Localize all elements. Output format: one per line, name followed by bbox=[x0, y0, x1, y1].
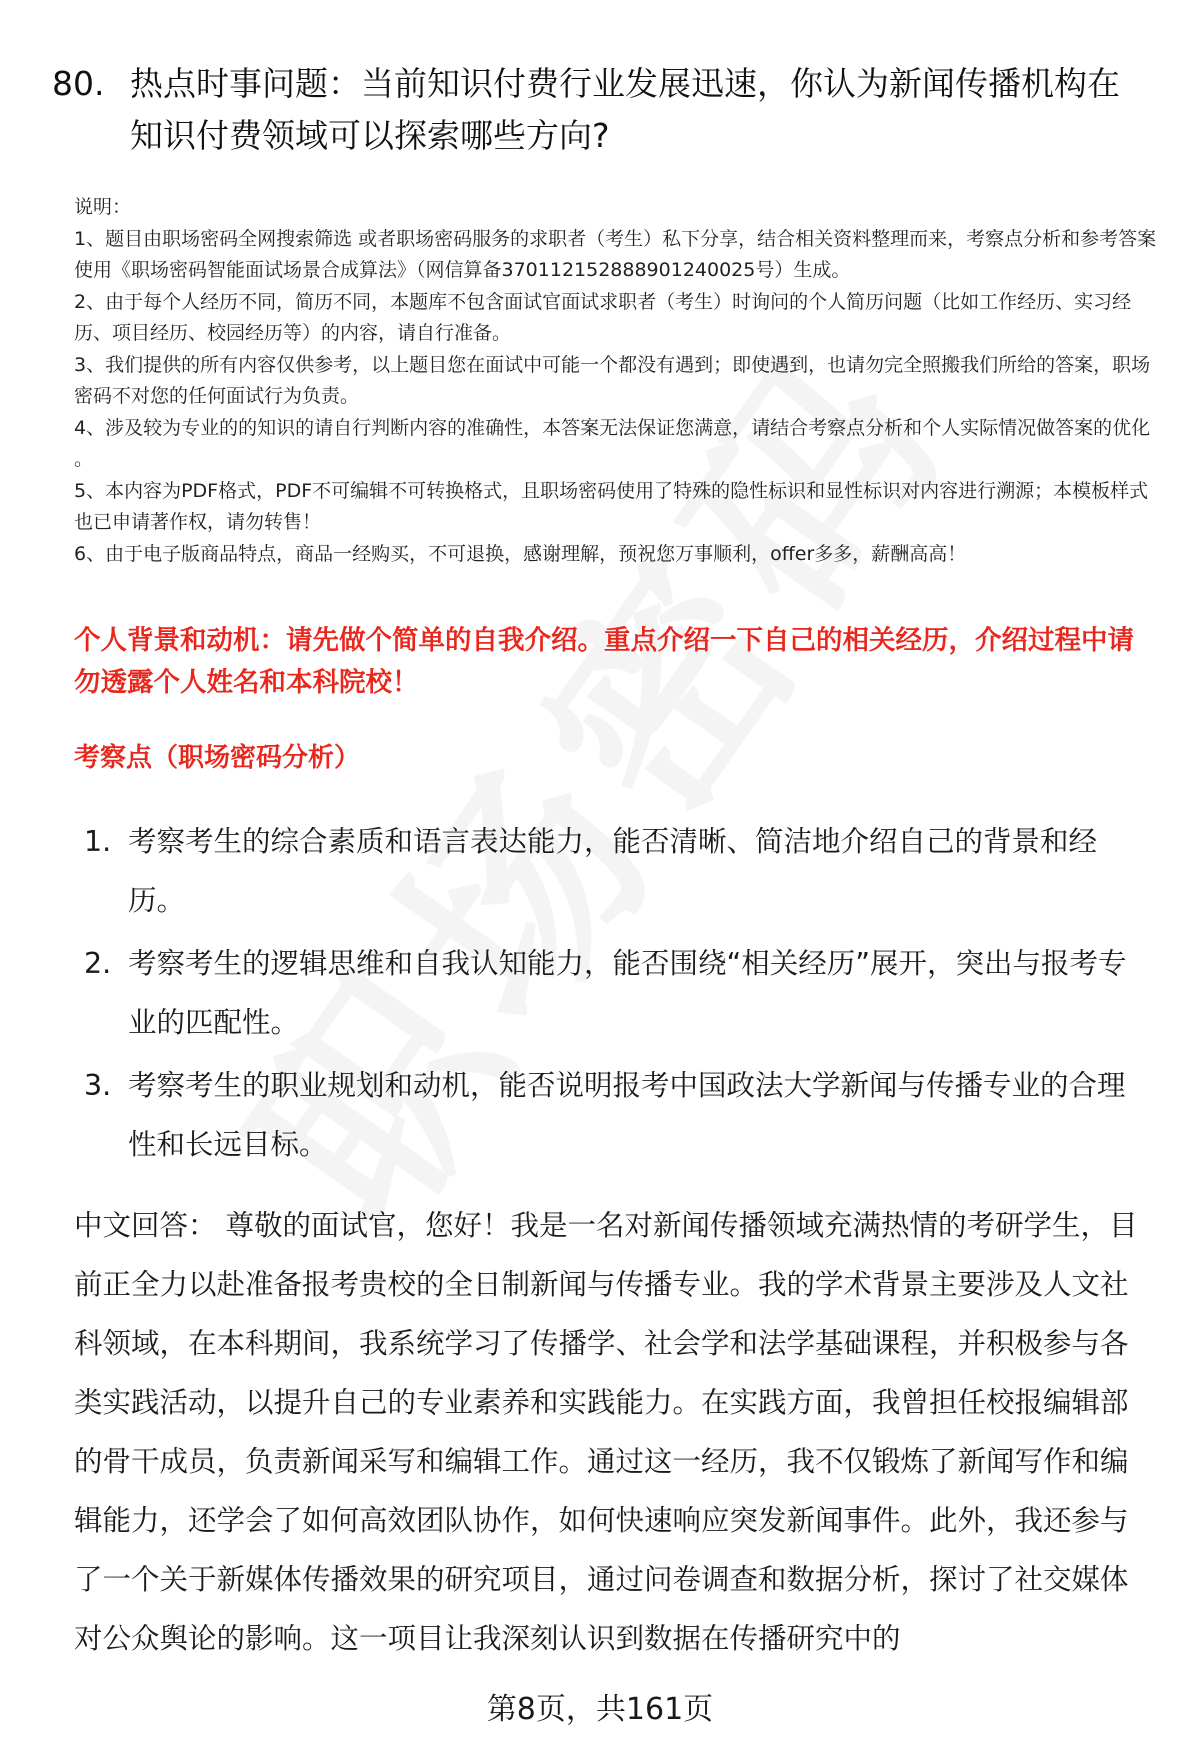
note-item: 6、由于电子版商品特点，商品一经购买，不可退换，感谢理解，预祝您万事顺利，offer多多，薪酬高高！ bbox=[74, 542, 967, 565]
assessment-point bbox=[84, 812, 1154, 930]
note-item: 5、本内容为PDF格式，PDF不可编辑不可转换格式，且职场密码使用了特殊的隐性标识和显性标识对内容进行溯源；本模板样式也已申请著作权，请勿转售！ bbox=[74, 479, 1149, 533]
point-number: 3. bbox=[84, 1069, 112, 1102]
interview-question-heading: 个人背景和动机：请先做个简单的自我介绍。重点介绍一下自己的相关经历，介绍过程中请勿透露个人姓名和本科院校！ bbox=[74, 625, 1134, 698]
page-number-footer: 第8页，共161页 bbox=[486, 1692, 714, 1727]
question-heading bbox=[52, 58, 1152, 162]
point-number: 2. bbox=[84, 947, 112, 980]
assessment-points-title: 考察点（职场密码分析） bbox=[74, 743, 361, 773]
note-item: 2、由于每个人经历不同，简历不同，本题库不包含面试官面试求职者（考生）时询问的个人简历问题（比如工作经历、实习经历、项目经历、校园经历等）的内容，请自行准备。 bbox=[74, 290, 1132, 344]
question-text: 热点时事问题：当前知识付费行业发展迅速，你认为新闻传播机构在知识付费领域可以探索哪些方向? bbox=[130, 64, 1120, 155]
point-number: 1. bbox=[84, 825, 112, 858]
point-text: 考察考生的逻辑思维和自我认知能力，能否围绕“相关经历”展开，突出与报考专业的匹配性。 bbox=[128, 947, 1127, 1039]
assessment-point bbox=[84, 1056, 1154, 1174]
note-item: 1、题目由职场密码全网搜索筛选 或者职场密码服务的求职者（考生）私下分享，结合相关资料整理而来，考察点分析和参考答案使用《职场密码智能面试场景合成算法》（网信算备370112152888901240025号）生成。 bbox=[74, 227, 1157, 281]
notes-label: 说明： bbox=[74, 196, 132, 218]
assessment-point bbox=[84, 934, 1154, 1052]
answer-paragraph: 中文回答： 尊敬的面试官，您好！我是一名对新闻传播领域充满热情的考研学生，目前正全力以赴准备报考贵校的全日制新闻与传播专业。我的学术背景主要涉及人文社科领域，在本科期间，我系统学习了传播学、社会学和法学基础课程，并积极参与各类实践活动，以提升自己的专业素养和实践能力。在实践方面，我曾担任校报编辑部的骨干成员，负责新闻采写和编辑工作。通过这一经历，我不仅锻炼了新闻写作和编辑能力，还学会了如何高效团队协作，如何快速响应突发新闻事件。此外，我还参与了一个关于新媒体传播效果的研究项目，通过问卷调查和数据分析，探讨了社交媒体对公众舆论的影响。这一项目让我深刻认识到数据在传播研究中的 bbox=[74, 1209, 1138, 1655]
question-number: 80. bbox=[52, 64, 105, 103]
assessment-points-list bbox=[84, 812, 1154, 1178]
point-text: 考察考生的职业规划和动机，能否说明报考中国政法大学新闻与传播专业的合理性和长远目标。 bbox=[128, 1069, 1126, 1161]
note-item: 3、我们提供的所有内容仅供参考，以上题目您在面试中可能一个都没有遇到；即使遇到，也请勿完全照搬我们所给的答案，职场密码不对您的任何面试行为负责。 bbox=[74, 353, 1151, 407]
point-text: 考察考生的综合素质和语言表达能力，能否清晰、简洁地介绍自己的背景和经历。 bbox=[128, 825, 1098, 917]
note-item: 4、涉及较为专业的的知识的请自行判断内容的准确性，本答案无法保证您满意，请结合考察点分析和个人实际情况做答案的优化 。 bbox=[74, 416, 1151, 470]
notes-section bbox=[74, 192, 1164, 570]
